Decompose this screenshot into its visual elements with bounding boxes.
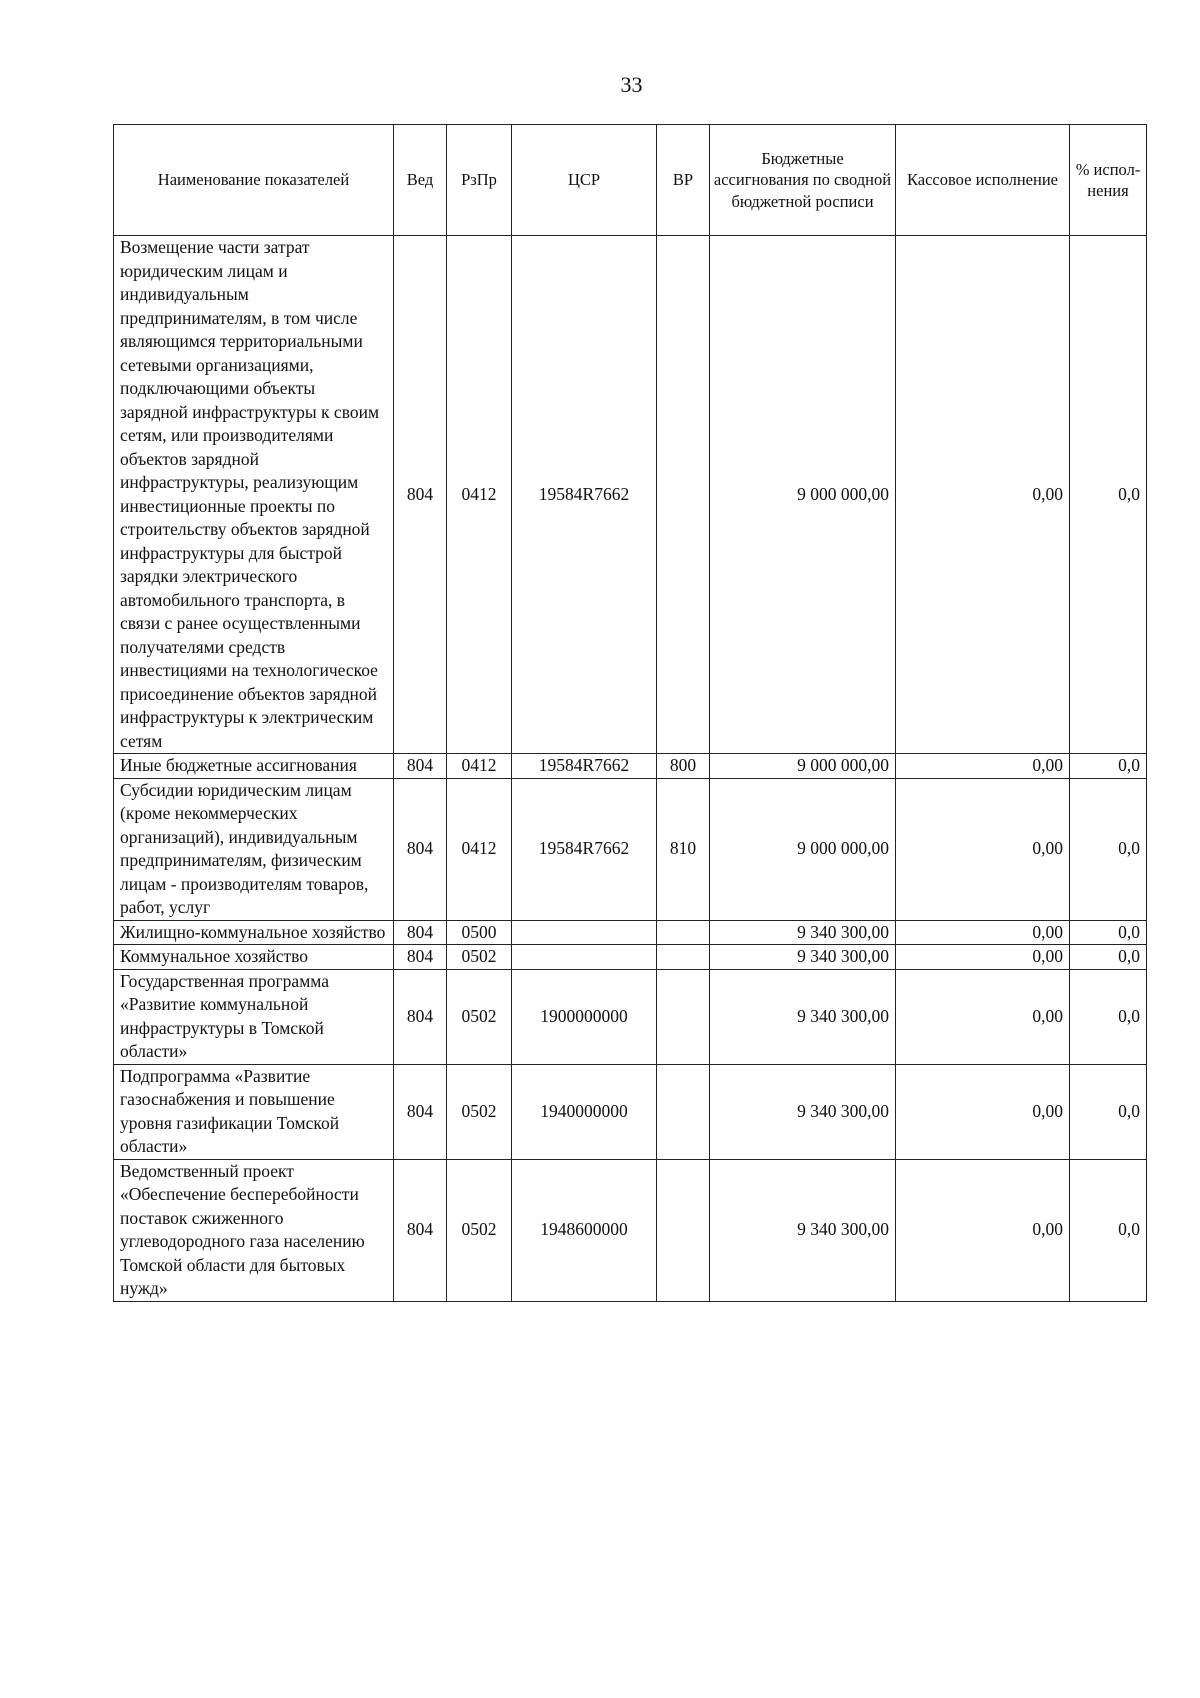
- row-budget: 9 000 000,00: [710, 754, 896, 779]
- row-rzpr: 0502: [447, 1064, 512, 1159]
- row-rzpr: 0502: [447, 1159, 512, 1301]
- row-vr: [657, 1064, 710, 1159]
- row-csr: [512, 920, 657, 945]
- row-csr: 1900000000: [512, 969, 657, 1064]
- row-percent: 0,0: [1070, 920, 1147, 945]
- row-ved: 804: [394, 1064, 447, 1159]
- header-budget: Бюджетные ассигнования по сводной бюджетной росписи: [710, 125, 896, 236]
- row-name: Жилищно-коммунальное хозяйство: [114, 920, 394, 945]
- row-budget: 9 340 300,00: [710, 969, 896, 1064]
- row-rzpr: 0412: [447, 236, 512, 754]
- row-ved: 804: [394, 969, 447, 1064]
- row-ved: 804: [394, 920, 447, 945]
- row-percent: 0,0: [1070, 778, 1147, 920]
- row-percent: 0,0: [1070, 1159, 1147, 1301]
- row-csr: [512, 945, 657, 970]
- table-row: [114, 1159, 1147, 1301]
- row-budget: 9 340 300,00: [710, 1064, 896, 1159]
- row-percent: 0,0: [1070, 969, 1147, 1064]
- row-name: Коммунальное хозяйство: [114, 945, 394, 970]
- row-vr: [657, 969, 710, 1064]
- row-cash: 0,00: [896, 945, 1070, 970]
- table-row: [114, 945, 1147, 970]
- row-budget: 9 340 300,00: [710, 945, 896, 970]
- row-name: Иные бюджетные ассигнования: [114, 754, 394, 779]
- table-row: [114, 920, 1147, 945]
- header-row: [114, 125, 1147, 236]
- header-rzpr: РзПр: [447, 125, 512, 236]
- row-cash: 0,00: [896, 754, 1070, 779]
- row-cash: 0,00: [896, 920, 1070, 945]
- row-cash: 0,00: [896, 1159, 1070, 1301]
- row-name: Субсидии юридическим лицам (кроме некоммерческих организаций), индивидуальным предпринимателям, физическим лицам - производителям товаров, работ, услуг: [114, 778, 394, 920]
- row-csr: 19584R7662: [512, 778, 657, 920]
- table-row: [114, 778, 1147, 920]
- row-vr: 800: [657, 754, 710, 779]
- row-vr: [657, 236, 710, 754]
- table-row: [114, 236, 1147, 754]
- row-cash: 0,00: [896, 969, 1070, 1064]
- row-rzpr: 0502: [447, 969, 512, 1064]
- row-budget: 9 000 000,00: [710, 778, 896, 920]
- row-rzpr: 0412: [447, 754, 512, 779]
- row-rzpr: 0502: [447, 945, 512, 970]
- header-cash: Кассовое исполнение: [896, 125, 1070, 236]
- row-vr: 810: [657, 778, 710, 920]
- row-vr: [657, 920, 710, 945]
- page-number: 33: [620, 72, 643, 97]
- row-csr: 1940000000: [512, 1064, 657, 1159]
- table-row: [114, 1064, 1147, 1159]
- row-percent: 0,0: [1070, 945, 1147, 970]
- row-name: Подпрограмма «Развитие газоснабжения и повышение уровня газификации Томской области»: [114, 1064, 394, 1159]
- row-csr: 1948600000: [512, 1159, 657, 1301]
- row-ved: 804: [394, 1159, 447, 1301]
- row-percent: 0,0: [1070, 754, 1147, 779]
- row-ved: 804: [394, 778, 447, 920]
- row-name: Возмещение части затрат юридическим лицам и индивидуальным предпринимателям, в том числе являющимся территориальными сетевыми организациями, подключающими объекты зарядной инфраструктуры к своим сетям, или производителями объектов зарядной инфраструктуры, реализующим инвестиционные проекты по строительству объектов зарядной инфраструктуры для быстрой зарядки электрического автомобильного транспорта, в связи с ранее осуществленными получателями средств инвестициями на технологическое присоединение объектов зарядной инфраструктуры к электрическим сетям: [114, 236, 394, 754]
- row-ved: 804: [394, 945, 447, 970]
- row-vr: [657, 945, 710, 970]
- row-budget: 9 000 000,00: [710, 236, 896, 754]
- header-csr: ЦСР: [512, 125, 657, 236]
- row-name: Государственная программа «Развитие коммунальной инфраструктуры в Томской области»: [114, 969, 394, 1064]
- row-csr: 19584R7662: [512, 754, 657, 779]
- row-budget: 9 340 300,00: [710, 1159, 896, 1301]
- row-percent: 0,0: [1070, 1064, 1147, 1159]
- row-cash: 0,00: [896, 236, 1070, 754]
- row-cash: 0,00: [896, 1064, 1070, 1159]
- header-vr: ВР: [657, 125, 710, 236]
- row-cash: 0,00: [896, 778, 1070, 920]
- row-vr: [657, 1159, 710, 1301]
- row-ved: 804: [394, 754, 447, 779]
- row-ved: 804: [394, 236, 447, 754]
- row-percent: 0,0: [1070, 236, 1147, 754]
- header-percent: % испол-нения: [1070, 125, 1147, 236]
- header-ved: Вед: [394, 125, 447, 236]
- row-budget: 9 340 300,00: [710, 920, 896, 945]
- row-name: Ведомственный проект «Обеспечение бесперебойности поставок сжиженного углеводородного газа населению Томской области для бытовых нужд»: [114, 1159, 394, 1301]
- row-csr: 19584R7662: [512, 236, 657, 754]
- budget-table: [113, 124, 1147, 1302]
- header-name: Наименование показателей: [114, 125, 394, 236]
- table-row: [114, 754, 1147, 779]
- row-rzpr: 0412: [447, 778, 512, 920]
- table-row: [114, 969, 1147, 1064]
- row-rzpr: 0500: [447, 920, 512, 945]
